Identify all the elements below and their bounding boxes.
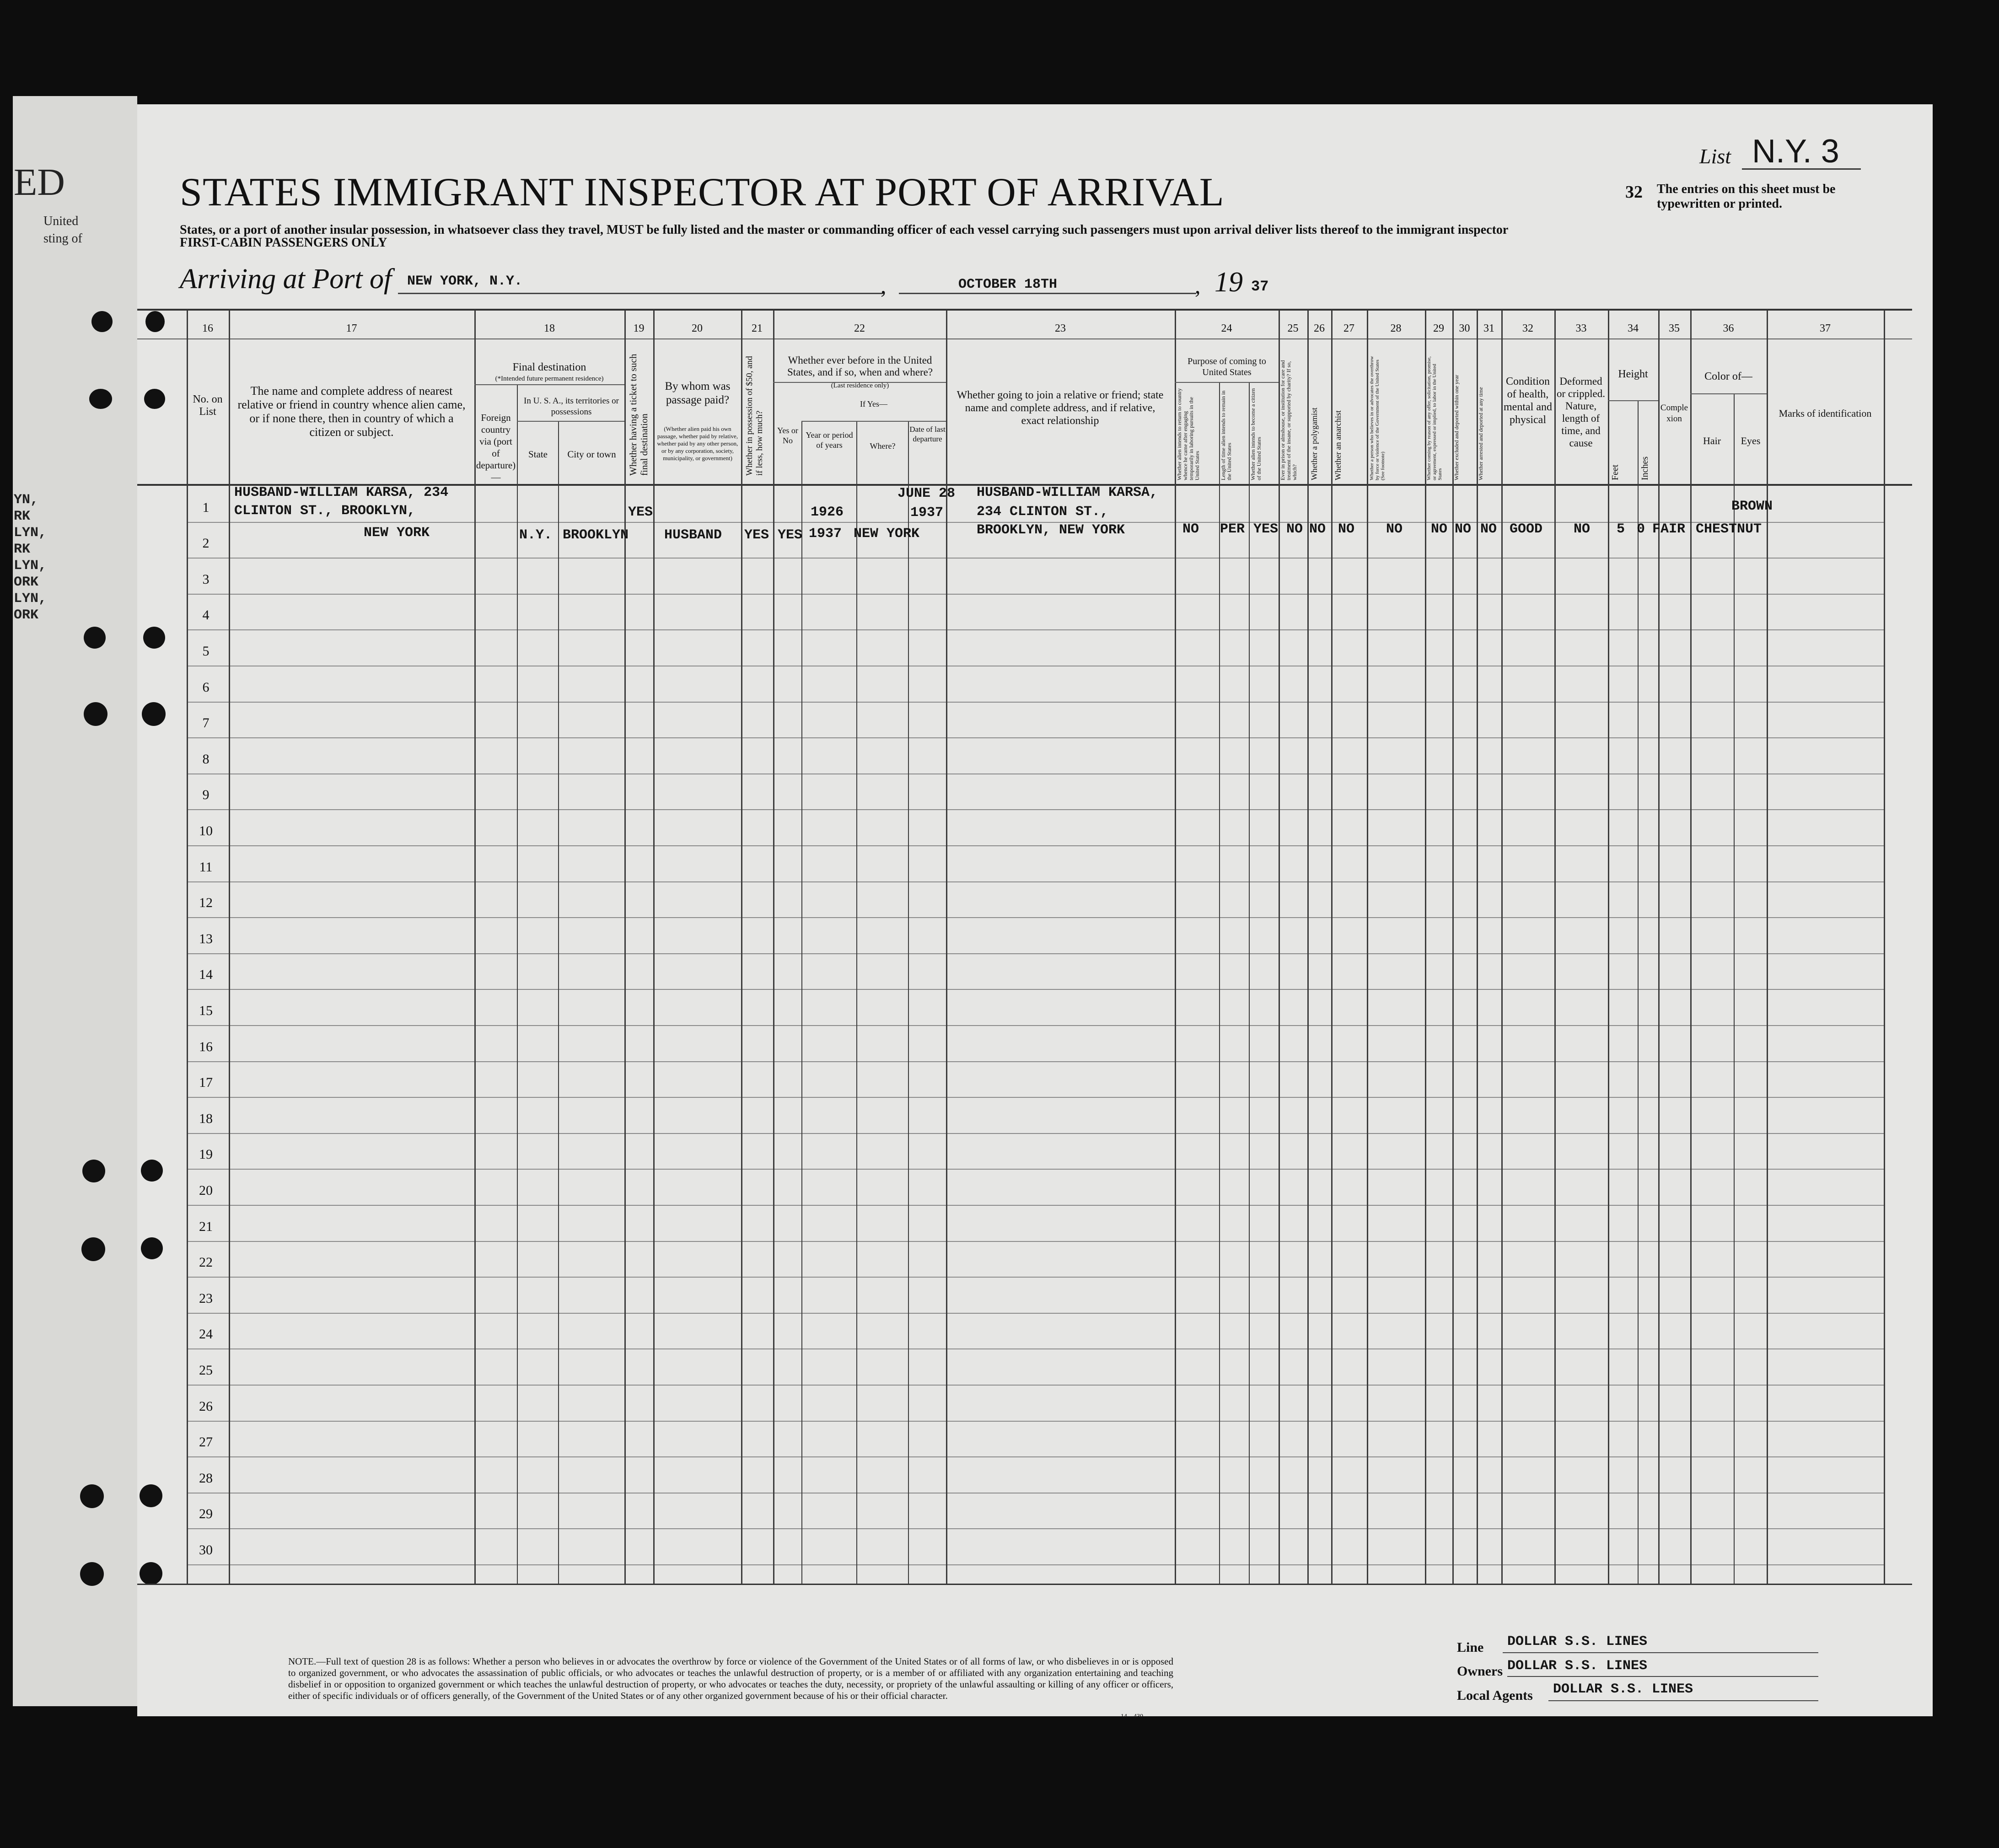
column-rule bbox=[1608, 310, 1609, 1584]
arrival-date: OCTOBER 18TH bbox=[958, 277, 1058, 292]
column-number: 21 bbox=[752, 322, 763, 334]
anarchist-value: NO bbox=[1338, 521, 1355, 537]
row-rule bbox=[187, 594, 1884, 595]
col32-header: Condition of health, mental and physical bbox=[1504, 376, 1552, 426]
col22-where: Where? bbox=[870, 441, 896, 451]
line-label: Line bbox=[1457, 1640, 1484, 1655]
destination-city: BROOKLYN bbox=[563, 527, 629, 543]
subheader-rule bbox=[1175, 382, 1279, 383]
row-rule bbox=[187, 1313, 1884, 1314]
row-rule bbox=[187, 1277, 1884, 1278]
column-rule bbox=[1279, 310, 1280, 1584]
row-rule bbox=[187, 629, 1884, 630]
row-number: 21 bbox=[199, 1219, 213, 1234]
destination-state: N.Y. bbox=[519, 527, 553, 543]
col36-title: Color of— bbox=[1704, 371, 1752, 382]
col18-note: (*Intended future permanent residence) bbox=[495, 375, 604, 382]
footnote: NOTE.—Full text of question 28 is as follows: Whether a person who believes in or advocates the overthrow by force or violence of the Government of the United States or of all forms of law, or who disbelieves in or is opposed to organized government, or who advocates the assassination of public officials, or who advocates or teaches the unlawful destruction of property, or is a member of or affiliated with any organization entertaining and teaching disbelief in or opposition to organized government or which teaches the unlawful destruction of property, or who advocates or teaches the duty, necessity, or propriety of the unlawful assaulting or killing of any officer or officers, either of specific individuals or of officers generally, of the Government of the United States or of any other organized government because of his or their official character. bbox=[288, 1656, 1173, 1701]
subheader-rule bbox=[1608, 400, 1658, 401]
height-feet: 5 bbox=[1617, 521, 1625, 537]
complexion-value: FAIR bbox=[1652, 521, 1686, 537]
column-rule bbox=[1425, 310, 1426, 1584]
col25-header: Ever in prison or almshouse, or institution for care and treatment of the insane, or supported by charity? If so, which? bbox=[1279, 360, 1298, 480]
row-rule bbox=[187, 1385, 1884, 1386]
column-number: 23 bbox=[1055, 322, 1066, 334]
row-number: 24 bbox=[199, 1327, 213, 1342]
row-rule bbox=[187, 1169, 1884, 1170]
col37-header: Marks of identification bbox=[1779, 408, 1872, 419]
column-number: 22 bbox=[854, 322, 865, 334]
col18-foreign: Foreign country via (port of departure)— bbox=[476, 412, 516, 483]
last-departure: 1937 bbox=[910, 505, 944, 521]
line-underline bbox=[1503, 1652, 1818, 1653]
row-number: 3 bbox=[202, 572, 210, 587]
relative-address-line: NEW YORK bbox=[364, 525, 430, 541]
row-number: 20 bbox=[199, 1183, 213, 1198]
row-number: 19 bbox=[199, 1147, 213, 1162]
row-number: 11 bbox=[199, 860, 213, 875]
row-rule bbox=[187, 1421, 1884, 1422]
column-rule bbox=[908, 421, 909, 1584]
col34-feet: Feet bbox=[1610, 464, 1620, 480]
col16-header: No. on List bbox=[193, 393, 223, 418]
passage-paid-by: HUSBAND bbox=[664, 527, 722, 543]
col29-header: Whether coming by reason of any offer, solicitation, promise, or agreement, expressed or implied, to labor in the United States bbox=[1426, 356, 1443, 480]
row-number: 8 bbox=[202, 752, 210, 767]
deformed-value: NO bbox=[1574, 521, 1591, 537]
column-rule bbox=[1884, 310, 1885, 1584]
column-rule bbox=[1734, 393, 1735, 1584]
prison-value: NO bbox=[1286, 521, 1303, 537]
port-underline bbox=[398, 293, 883, 294]
column-rule bbox=[1477, 310, 1478, 1584]
column-rule bbox=[229, 310, 230, 1584]
eye-color: BROWN bbox=[1731, 499, 1773, 514]
row-rule bbox=[187, 881, 1884, 882]
relative-address-line: CLINTON ST., BROOKLYN, bbox=[234, 503, 416, 519]
years-in-us: 1926 bbox=[811, 505, 844, 520]
column-rule bbox=[741, 310, 742, 1584]
comma: , bbox=[1195, 273, 1201, 298]
table-bottom-rule bbox=[137, 1584, 1912, 1585]
relative-address-line: HUSBAND-WILLIAM KARSA, 234 bbox=[234, 485, 449, 500]
col36-eyes: Eyes bbox=[1741, 435, 1761, 446]
health-value: GOOD bbox=[1510, 521, 1543, 537]
length-of-stay: PER bbox=[1220, 521, 1245, 537]
row-rule bbox=[187, 809, 1884, 810]
punch-hole bbox=[142, 702, 166, 726]
list-label: List bbox=[1699, 145, 1731, 168]
column-number-rule bbox=[137, 338, 1912, 339]
row-number: 25 bbox=[199, 1363, 213, 1378]
column-rule bbox=[558, 421, 559, 1584]
punch-hole bbox=[145, 311, 165, 332]
column-rule bbox=[1638, 400, 1639, 1584]
column-number: 25 bbox=[1287, 322, 1299, 334]
row-number: 18 bbox=[199, 1111, 213, 1126]
agents-value: DOLLAR S.S. LINES bbox=[1553, 1681, 1693, 1697]
row-number: 12 bbox=[199, 895, 213, 910]
punch-hole bbox=[82, 1160, 105, 1182]
col31-header: Whether arrested and deported at any time bbox=[1478, 387, 1484, 480]
punch-hole bbox=[141, 1237, 163, 1259]
col20-note: (Whether alien paid his own passage, whether paid by relative, whether paid by any other person, or by any corporation, society, municipality, or government) bbox=[657, 425, 738, 462]
row-rule bbox=[187, 917, 1884, 918]
col19-header: Whether having a ticket to such final destination bbox=[628, 354, 650, 476]
row-rule bbox=[187, 737, 1884, 738]
previous-page-edge bbox=[13, 96, 137, 1706]
column-number: 31 bbox=[1483, 322, 1494, 334]
col35-header: Complexion bbox=[1660, 403, 1688, 424]
table-top-rule bbox=[137, 309, 1912, 311]
cabin-class: FIRST-CABIN PASSENGERS ONLY bbox=[180, 236, 387, 250]
column-rule bbox=[1249, 382, 1250, 1584]
column-number: 34 bbox=[1628, 322, 1639, 334]
col26-header: Whether a polygamist bbox=[1310, 408, 1319, 480]
col24b-header: Length of time alien intends to remain in the United States bbox=[1220, 390, 1232, 480]
column-number: 28 bbox=[1390, 322, 1402, 334]
row-rule bbox=[187, 845, 1884, 846]
offer-value: NO bbox=[1431, 521, 1448, 537]
column-rule bbox=[856, 421, 857, 1584]
col23-header: Whether going to join a relative or friend; state name and complete address, and if relative, exact relationship bbox=[957, 389, 1164, 427]
column-rule bbox=[1219, 382, 1220, 1584]
col28-header: Whether a person who believes in or advocates the overthrow by force or violence of the Government of the United States (See footnote) bbox=[1369, 356, 1386, 480]
row-number: 4 bbox=[202, 607, 210, 623]
arrested-value: NO bbox=[1480, 521, 1497, 537]
col22-title: Whether ever before in the United States, and if so, when and where? bbox=[787, 355, 933, 378]
column-rule bbox=[801, 421, 802, 1584]
sheet-number: 32 bbox=[1625, 183, 1643, 202]
punch-hole bbox=[80, 1562, 104, 1586]
join-relative-line: BROOKLYN, NEW YORK bbox=[977, 522, 1125, 538]
column-rule bbox=[1690, 310, 1692, 1584]
column-rule bbox=[1367, 310, 1368, 1584]
column-number: 36 bbox=[1723, 322, 1734, 334]
punch-hole bbox=[89, 389, 112, 409]
row-rule bbox=[187, 989, 1884, 990]
punch-hole bbox=[91, 311, 113, 332]
left-stub-column: YN, RK LYN, RK LYN, ORK LYN, ORK bbox=[14, 492, 47, 623]
col18-title: Final destination bbox=[512, 361, 586, 373]
row-number: 15 bbox=[199, 1003, 213, 1018]
row-rule bbox=[187, 1564, 1884, 1565]
citizen-intent: YES bbox=[1253, 521, 1279, 537]
line-value: DOLLAR S.S. LINES bbox=[1507, 1634, 1648, 1649]
left-page-fragment: ED bbox=[14, 161, 65, 204]
col22-ifyes: If Yes— bbox=[860, 399, 887, 408]
excluded-value: NO bbox=[1455, 521, 1472, 537]
col18-city: City or town bbox=[567, 449, 616, 460]
column-number: 26 bbox=[1314, 322, 1325, 334]
punch-hole bbox=[140, 1562, 162, 1585]
col22-date: Date of last departure bbox=[909, 425, 946, 443]
agents-label: Local Agents bbox=[1457, 1688, 1533, 1703]
owners-value: DOLLAR S.S. LINES bbox=[1507, 1658, 1648, 1674]
column-rule bbox=[1307, 310, 1309, 1584]
column-rule bbox=[1501, 310, 1503, 1584]
port-value: NEW YORK, N.Y. bbox=[407, 274, 523, 289]
col17-header: The name and complete address of nearest relative or friend in country whence alien came, or if none there, then in country of which a citizen or subject. bbox=[237, 384, 466, 439]
column-number: 17 bbox=[346, 322, 357, 334]
col33-header: Deformed or crippled. Nature, length of time, and cause bbox=[1556, 376, 1605, 449]
column-number: 27 bbox=[1343, 322, 1354, 334]
row-number: 1 bbox=[202, 500, 210, 515]
row-number: 17 bbox=[199, 1075, 213, 1090]
comma: , bbox=[881, 273, 887, 298]
row-number: 16 bbox=[199, 1039, 213, 1054]
join-relative-line: HUSBAND-WILLIAM KARSA, bbox=[977, 485, 1158, 500]
page-title: STATES IMMIGRANT INSPECTOR AT PORT OF ARRIVAL bbox=[180, 170, 1225, 215]
punch-hole bbox=[141, 1160, 163, 1182]
col18-usa: In U. S. A., its territories or possessions bbox=[524, 396, 619, 417]
column-number: 32 bbox=[1522, 322, 1533, 334]
fifty-dollars-value: YES bbox=[744, 527, 769, 543]
col27-header: Whether an anarchist bbox=[1333, 410, 1343, 480]
col24c-header: Whether alien intends to become a citizen of the United States bbox=[1250, 388, 1262, 480]
ticket-value: YES bbox=[628, 505, 653, 520]
row-rule bbox=[187, 702, 1884, 703]
row-rule bbox=[187, 1133, 1884, 1134]
manifest-sheet bbox=[137, 104, 1933, 1716]
year-suffix: 37 bbox=[1251, 278, 1269, 295]
row-number: 9 bbox=[202, 787, 210, 802]
last-departure: JUNE 28 bbox=[897, 486, 956, 501]
column-rule bbox=[474, 310, 476, 1584]
row-number: 6 bbox=[202, 680, 210, 695]
owners-underline bbox=[1507, 1676, 1818, 1677]
subheader-rule bbox=[517, 421, 624, 422]
column-number: 37 bbox=[1820, 322, 1831, 334]
column-rule bbox=[773, 310, 774, 1584]
col24a-header: Whether alien intends to return to country whence he came after engaging temporarily in laboring pursuits in the United States bbox=[1176, 388, 1200, 480]
row-rule bbox=[187, 1348, 1884, 1349]
punch-hole bbox=[140, 1484, 162, 1507]
row-number: 27 bbox=[199, 1434, 213, 1450]
column-rule bbox=[653, 310, 655, 1584]
row-number: 2 bbox=[202, 536, 210, 551]
col22-yesno: Yes or No bbox=[777, 426, 798, 445]
col22-year: Year or period of years bbox=[806, 430, 853, 450]
row-number: 28 bbox=[199, 1471, 213, 1486]
left-fragment-line: sting of bbox=[43, 231, 82, 246]
row-number: 23 bbox=[199, 1291, 213, 1306]
where-in-us: NEW YORK bbox=[854, 526, 920, 542]
years-in-us: 1937 bbox=[809, 526, 842, 542]
punch-hole bbox=[84, 702, 107, 726]
punch-hole bbox=[84, 627, 106, 649]
header-instructions: States, or a port of another insular possession, in whatsoever class they travel, MUST be fully listed and the master or commanding officer of each vessel carrying such passengers must upon arrival deliver lists thereof to the immigrant inspector bbox=[180, 223, 1509, 237]
arriving-label: Arriving at Port of bbox=[180, 263, 392, 295]
row-rule bbox=[187, 558, 1884, 559]
row-number: 7 bbox=[202, 715, 210, 731]
col20-title: By whom was passage paid? bbox=[665, 380, 731, 406]
column-rule bbox=[1331, 310, 1333, 1584]
col30-header: Whether excluded and deported within one year bbox=[1453, 375, 1460, 480]
row-number: 5 bbox=[202, 644, 210, 659]
col24-title: Purpose of coming to United States bbox=[1188, 356, 1266, 377]
row-number: 14 bbox=[199, 967, 213, 982]
punch-hole bbox=[81, 1237, 105, 1261]
row-number: 29 bbox=[199, 1506, 213, 1521]
left-fragment-line: United bbox=[43, 214, 79, 228]
punch-hole bbox=[80, 1484, 104, 1508]
return-intent: NO bbox=[1182, 521, 1199, 537]
column-number: 30 bbox=[1459, 322, 1470, 334]
join-relative-line: 234 CLINTON ST., bbox=[977, 504, 1109, 520]
row-rule bbox=[187, 1025, 1884, 1026]
owners-label: Owners bbox=[1457, 1664, 1503, 1679]
list-value: N.Y. 3 bbox=[1752, 133, 1839, 170]
col34-title: Height bbox=[1618, 368, 1648, 380]
row-rule bbox=[187, 1205, 1884, 1206]
agents-underline bbox=[1548, 1700, 1818, 1701]
hair-color: CHESTNUT bbox=[1696, 521, 1762, 537]
column-number: 29 bbox=[1433, 322, 1444, 334]
column-number: 35 bbox=[1669, 322, 1680, 334]
row-rule bbox=[187, 1456, 1884, 1457]
column-number: 18 bbox=[544, 322, 555, 334]
column-rule bbox=[1175, 310, 1176, 1584]
col22-note: (Last residence only) bbox=[831, 382, 889, 389]
col21-header: Whether in possession of $50, and if less, how much? bbox=[745, 356, 764, 476]
date-underline bbox=[899, 293, 1196, 294]
column-rule bbox=[624, 310, 626, 1584]
overthrow-value: NO bbox=[1386, 521, 1403, 537]
column-rule bbox=[1452, 310, 1454, 1584]
column-number: 16 bbox=[202, 322, 213, 334]
before-in-us-value: YES bbox=[778, 527, 803, 543]
column-number: 20 bbox=[692, 322, 703, 334]
row-rule bbox=[187, 1097, 1884, 1098]
col34-inches: Inches bbox=[1640, 456, 1650, 480]
row-rule bbox=[187, 1061, 1884, 1062]
punch-hole bbox=[144, 389, 165, 409]
col18-state: State bbox=[528, 449, 548, 460]
height-inches: 0 bbox=[1637, 521, 1645, 537]
form-code: 14—430 bbox=[1121, 1713, 1143, 1720]
year-prefix: 19 bbox=[1214, 267, 1243, 298]
row-number: 30 bbox=[199, 1542, 213, 1558]
row-number: 10 bbox=[199, 823, 213, 838]
column-number: 33 bbox=[1575, 322, 1587, 334]
subheader-rule bbox=[1690, 393, 1767, 394]
row-number: 26 bbox=[199, 1399, 213, 1414]
column-number: 19 bbox=[633, 322, 645, 334]
column-rule bbox=[1554, 310, 1556, 1584]
polygamist-value: NO bbox=[1309, 521, 1326, 537]
entries-note: The entries on this sheet must be typewritten or printed. bbox=[1657, 182, 1836, 211]
row-rule bbox=[187, 1528, 1884, 1529]
punch-hole bbox=[143, 627, 165, 649]
column-number: 24 bbox=[1221, 322, 1232, 334]
row-rule bbox=[187, 1241, 1884, 1242]
column-rule bbox=[1658, 310, 1660, 1584]
row-number: 22 bbox=[199, 1255, 213, 1270]
row-number: 13 bbox=[199, 931, 213, 946]
subheader-rule bbox=[801, 421, 946, 422]
column-rule bbox=[517, 384, 518, 1584]
row-rule bbox=[187, 953, 1884, 954]
col36-hair: Hair bbox=[1703, 435, 1721, 446]
